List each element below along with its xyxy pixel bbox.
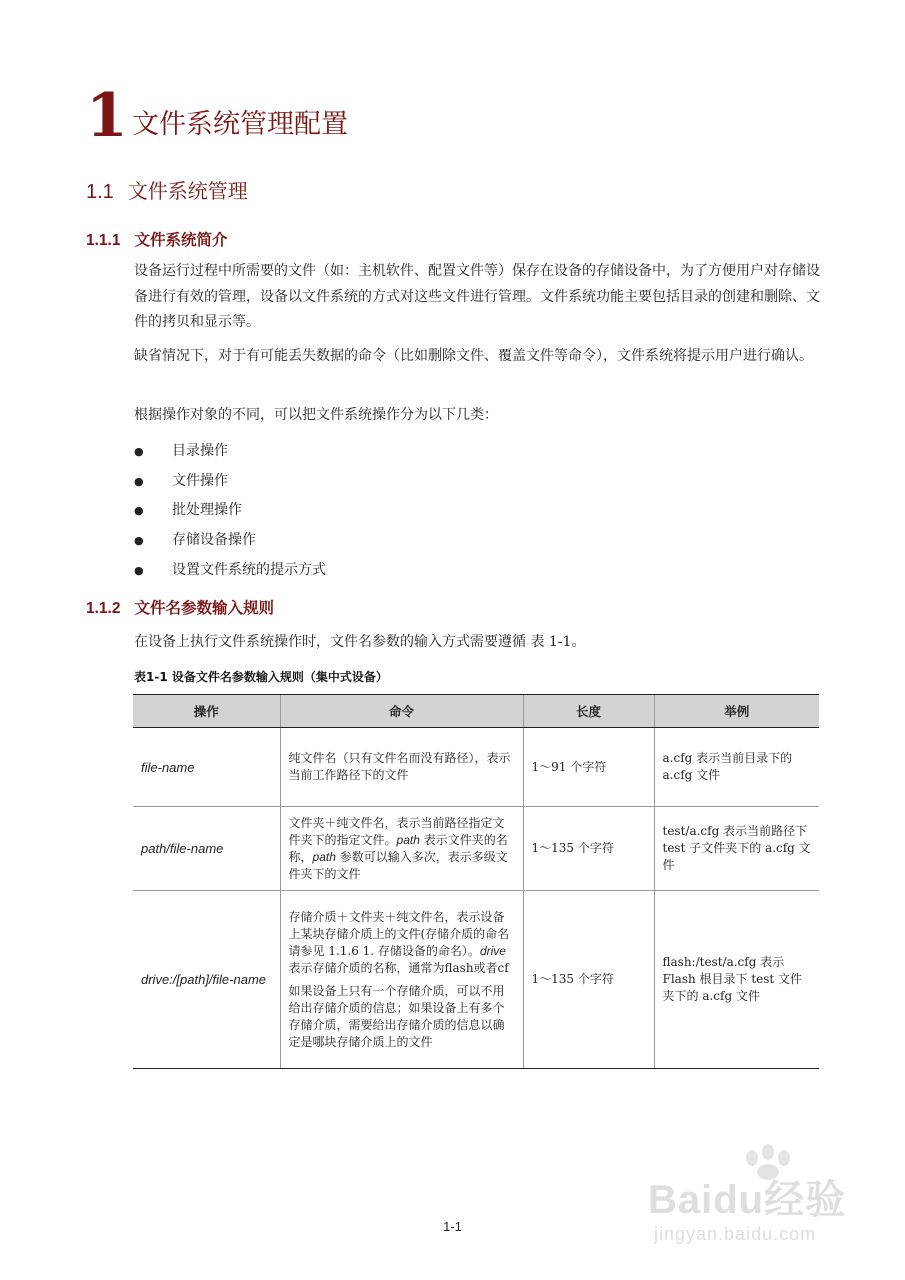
cell-operation: path/file-name <box>133 807 280 891</box>
cell-length: 1～91 个字符 <box>523 728 654 807</box>
paragraph-confirm: 缺省情况下，对于有可能丢失数据的命令（比如删除文件、覆盖文件等命令），文件系统将提示用户进行确认。 <box>134 348 813 364</box>
paragraph-intro: 设备运行过程中所需要的文件（如：主机软件、配置文件等）保存在设备的存储设备中，为了方便用户对存储设备进行有效的管理，设备以文件系统的方式对这些文件进行管理。文件系统功能主要包括目录的创建和删除、文件的拷贝和显示等。 <box>134 263 820 330</box>
subsection-number: 1.1.1 <box>86 232 121 249</box>
header-operation: 操作 <box>133 695 280 728</box>
bullet-item: ● 存储设备操作 <box>134 530 256 551</box>
subsection-title: 文件系统简介 <box>134 231 228 249</box>
bullet-item: ● 文件操作 <box>134 471 228 492</box>
header-example: 举例 <box>654 695 819 728</box>
cell-command: 存储介质＋文件夹＋纯文件名，表示设备上某块存储介质上的文件(存储介质的命名请参见 1.1.6 1. 存储设备的命名）。drive表示存储介质的名称，通常为flash或者cf 如果设备上只有一个存储介质，可以不用给出存储介质的信息；如果设备上有多个存储介质，需要给出存储介质的信息以确定是哪块存储介质上的文件 <box>280 891 523 1069</box>
header-command: 命令 <box>280 695 523 728</box>
cell-operation: file-name <box>133 728 280 807</box>
table-row <box>133 891 819 1069</box>
cell-example: flash:/test/a.cfg 表示 Flash 根目录下 test 文件夹下的 a.cfg 文件 <box>654 891 819 1069</box>
cell-command: 纯文件名（只有文件名而没有路径），表示当前工作路径下的文件 <box>280 728 523 807</box>
section-title: 文件系统管理 <box>127 179 248 203</box>
cell-command: 文件夹＋纯文件名，表示当前路径指定文件夹下的指定文件。path 表示文件夹的名称，path 参数可以输入多次，表示多级文件夹下的文件 <box>280 807 523 891</box>
table-caption: 表1-1 设备文件名参数输入规则（集中式设备） <box>134 670 388 684</box>
subsection-heading-intro <box>86 229 228 252</box>
paragraph-categories: 根据操作对象的不同，可以把文件系统操作分为以下几类： <box>134 407 498 423</box>
table-row <box>133 728 819 807</box>
subsection-heading-rules <box>86 597 274 620</box>
bullet-item: ● 目录操作 <box>134 441 228 462</box>
bullet-dot-icon: ● <box>134 534 144 547</box>
bullet-item: ● 批处理操作 <box>134 500 242 521</box>
page-number: 1-1 <box>443 1219 462 1234</box>
paragraph-rules: 在设备上执行文件系统操作时，文件名参数的输入方式需要遵循 表 1-1。 <box>134 634 586 650</box>
table-header-row <box>133 695 819 728</box>
cell-operation: drive:/[path]/file-name <box>133 891 280 1069</box>
bullet-dot-icon: ● <box>134 504 144 517</box>
header-length: 长度 <box>523 695 654 728</box>
cell-example: test/a.cfg 表示当前路径下 test 子文件夹下的 a.cfg 文件 <box>654 807 819 891</box>
watermark-logo: Baidu经验 <box>648 1178 847 1222</box>
chapter-title: 文件系统管理配置 <box>132 109 348 140</box>
bullet-dot-icon: ● <box>134 564 144 577</box>
cell-example: a.cfg 表示当前目录下的 a.cfg 文件 <box>654 728 819 807</box>
subsection-number: 1.1.2 <box>86 600 121 617</box>
baidu-watermark <box>642 1140 872 1250</box>
bullet-dot-icon: ● <box>134 445 144 458</box>
bullet-item: ● 设置文件系统的提示方式 <box>134 560 326 581</box>
cell-length: 1～135 个字符 <box>523 807 654 891</box>
cell-length: 1～135 个字符 <box>523 891 654 1069</box>
subsection-title: 文件名参数输入规则 <box>134 599 274 617</box>
section-heading <box>86 178 248 205</box>
bullet-dot-icon: ● <box>134 475 144 488</box>
chapter-number: 1 <box>86 81 128 151</box>
watermark-url: jingyan.baidu.com <box>654 1224 817 1244</box>
section-number: 1.1 <box>86 181 114 203</box>
filename-rules-table <box>133 694 819 1069</box>
table-row <box>133 807 819 891</box>
